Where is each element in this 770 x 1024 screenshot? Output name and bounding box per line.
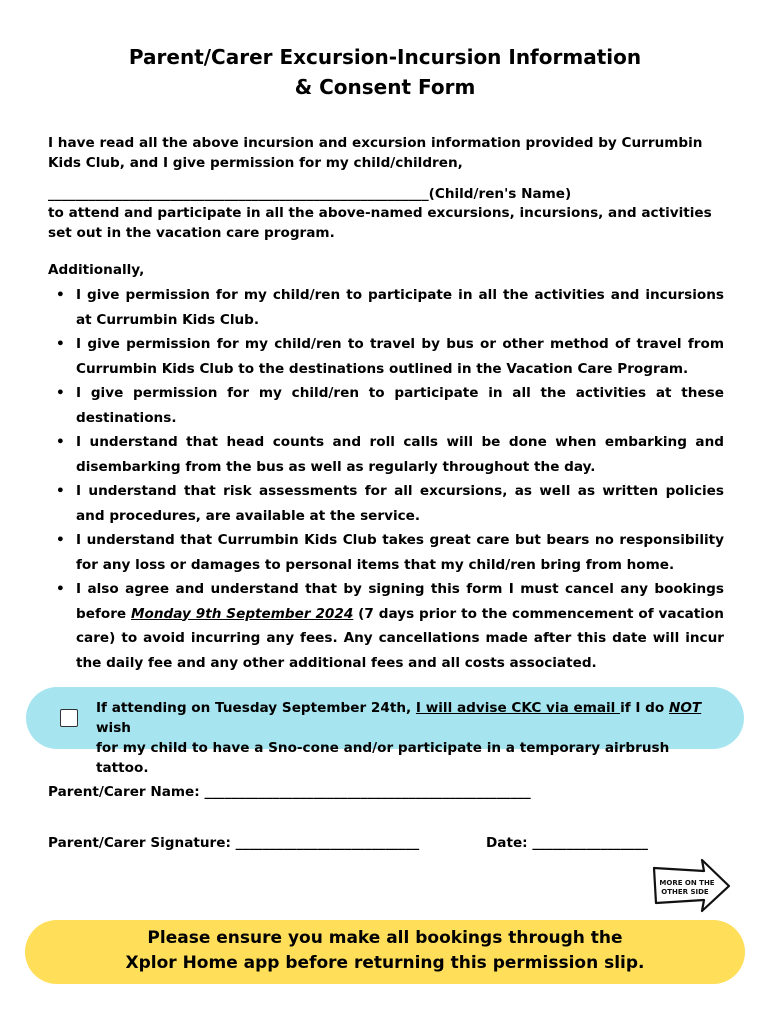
reminder-line-2: Xplor Home app before returning this permission slip. [125, 953, 645, 973]
signature-label: Parent/Carer Signature: [48, 835, 236, 851]
intro-paragraph-2 [48, 203, 728, 243]
list-item: • I understand that Currumbin Kids Club takes great care but bears no responsibility for any loss or damages to personal items that my child/ren bring from home. [48, 528, 724, 577]
additionally-heading: Additionally, [48, 262, 145, 278]
list-item: • I understand that head counts and roll calls will be done when embarking and disembarking from the bus as well as regularly throughout the day. [48, 430, 724, 479]
child-name-field[interactable] [48, 184, 728, 204]
date-label: Date: [486, 835, 533, 851]
bullet-icon: • [56, 532, 65, 548]
intro-line-2: Kids Club, and I give permission for my child/children, [48, 155, 463, 171]
more-arrow-line-1: MORE ON THE [659, 879, 715, 887]
bullet-icon: • [56, 483, 65, 499]
not-emphasis: NOT [668, 700, 702, 716]
more-on-other-side-arrow-icon [652, 858, 732, 914]
list-item: • I give permission for my child/ren to participate in all the activities and incursions at Currumbin Kids Club. [48, 283, 724, 332]
sno-cone-checkbox[interactable] [60, 709, 78, 727]
booking-reminder-banner [25, 920, 745, 984]
date-field[interactable] [486, 835, 648, 851]
signature-field[interactable] [48, 835, 419, 851]
more-arrow-line-2: OTHER SIDE [661, 888, 709, 896]
intro-paragraph [48, 133, 728, 173]
list-item-cancellation: • I also agree and understand that by signing this form I must cancel any bookings before Monday 9th September 2024 (7 days prior to the commencement of vacation care) to avoid incurring any fees. Any cancellations made after this date will incur the daily fee and any other additional fees and all costs associated. [48, 577, 724, 675]
reminder-line-1: Please ensure you make all bookings through the [147, 928, 623, 948]
parent-name-label: Parent/Carer Name: [48, 784, 205, 800]
notice-line-2: for my child to have a Sno-cone and/or participate in a temporary airbrush tattoo. [96, 740, 670, 776]
form-title [0, 42, 770, 102]
list-item: • I give permission for my child/ren to travel by bus or other method of travel from Currumbin Kids Club to the destinations outlined in the Vacation Care Program. [48, 332, 724, 381]
bullet-icon: • [56, 336, 65, 352]
bullet-icon: • [56, 581, 65, 597]
sno-cone-notice-text [96, 698, 726, 778]
signature-blank[interactable]: ___________________________ [235, 835, 420, 851]
parent-name-blank[interactable]: ________________________________________________ [204, 784, 531, 800]
child-name-blank[interactable]: ________________________________________________________ [48, 186, 429, 202]
advise-email-text: I will advise CKC via email [415, 700, 621, 716]
parent-name-field[interactable] [48, 784, 531, 800]
intro-line-5: set out in the vacation care program. [48, 225, 335, 241]
bullet-icon: • [56, 287, 65, 303]
intro-line-1: I have read all the above incursion and excursion information provided by Currumbin [48, 135, 703, 151]
bullet-icon: • [56, 385, 65, 401]
cancellation-date: Monday 9th September 2024 [131, 605, 354, 622]
title-line-2: & Consent Form [294, 75, 476, 99]
date-blank[interactable]: _________________ [532, 835, 648, 851]
child-name-label: (Child/ren's Name) [428, 186, 572, 202]
intro-line-4: to attend and participate in all the above-named excursions, incursions, and activities [48, 205, 712, 221]
list-item: • I give permission for my child/ren to participate in all the activities at these destinations. [48, 381, 724, 430]
notice-line-1: If attending on Tuesday September 24th, I will advise CKC via email if I do NOT wish [96, 700, 702, 736]
bullet-icon: • [56, 434, 65, 450]
list-item: • I understand that risk assessments for all excursions, as well as written policies and procedures, are available at the service. [48, 479, 724, 528]
title-line-1: Parent/Carer Excursion-Incursion Information [128, 45, 642, 69]
consent-list [48, 283, 724, 675]
